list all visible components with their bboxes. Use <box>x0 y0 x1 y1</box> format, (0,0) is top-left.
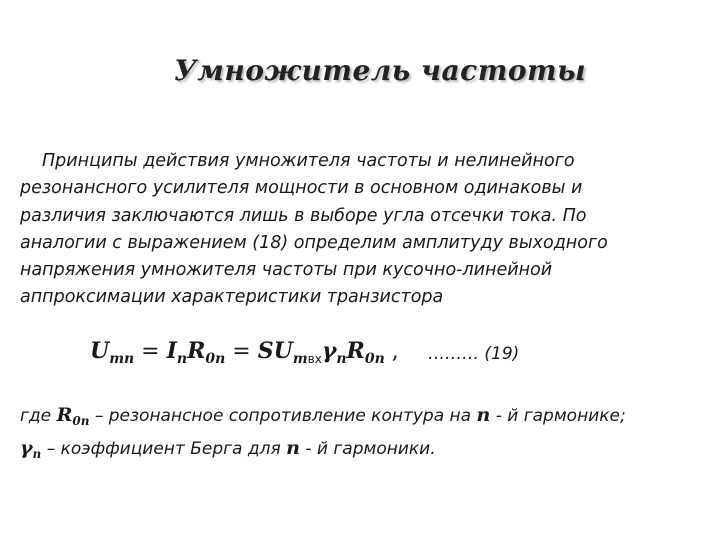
formula-19 <box>90 338 399 367</box>
formula-input-sub: вх <box>307 352 322 366</box>
paragraph-line: Принципы действия умножителя частоты и нелинейного <box>42 151 575 171</box>
definition-n: n <box>286 437 300 459</box>
definition-symbol-sub: 0n <box>72 414 90 428</box>
definition-symbol-sub: n <box>32 447 42 461</box>
definition-suffix: - й гармонике; <box>495 406 626 426</box>
formula-current-sub: n <box>176 351 188 367</box>
formula-resistance-sub: 0n <box>205 351 226 367</box>
definition-row <box>20 435 626 468</box>
definition-suffix: - й гармоники. <box>305 439 436 459</box>
formula-gamma-symbol: γ <box>321 338 337 364</box>
definitions <box>20 402 626 468</box>
body-paragraph <box>20 148 710 312</box>
definition-row <box>20 402 626 435</box>
formula-comma: , <box>384 339 399 364</box>
formula-gamma-sub: n <box>336 351 347 367</box>
equation-number: ……… (19) <box>428 344 520 364</box>
definition-symbol-letter: R <box>56 404 73 426</box>
paragraph-line: различия заключаются лишь в выборе угла отсечки тока. По <box>20 205 587 226</box>
formula-resistance-symbol: R <box>187 338 206 364</box>
formula-equals: = <box>225 339 258 364</box>
formula-resistance2-symbol: R <box>346 338 365 364</box>
formula-su-symbol: SU <box>257 338 293 364</box>
formula-lhs-sub: mn <box>109 351 135 367</box>
definition-symbol <box>20 437 41 459</box>
definition-symbol <box>57 404 90 426</box>
definition-symbol-letter: γ <box>20 437 33 459</box>
definition-prefix: где <box>20 406 52 426</box>
paragraph-line: напряжения умножителя частоты при кусочно-линейной <box>20 260 553 281</box>
definition-text: – резонансное сопротивление контура на <box>94 406 472 426</box>
paragraph-line: резонансного усилителя мощности в основном одинаковы и <box>20 178 583 199</box>
formula-resistance2-sub: 0n <box>364 351 385 367</box>
paragraph-line: аналогии с выражением (18) определим амплитуду выходного <box>20 232 608 253</box>
definition-text: – коэффициент Берга для <box>46 439 281 459</box>
formula-su-sub: m <box>292 351 308 367</box>
slide-title: Умножитель частоты <box>174 54 587 87</box>
paragraph-line: аппроксимации характеристики транзистора <box>20 287 444 308</box>
definition-n: n <box>476 404 491 426</box>
formula-lhs-symbol: U <box>90 338 110 364</box>
formula-equals: = <box>134 339 167 364</box>
formula-current-symbol: I <box>166 338 177 364</box>
